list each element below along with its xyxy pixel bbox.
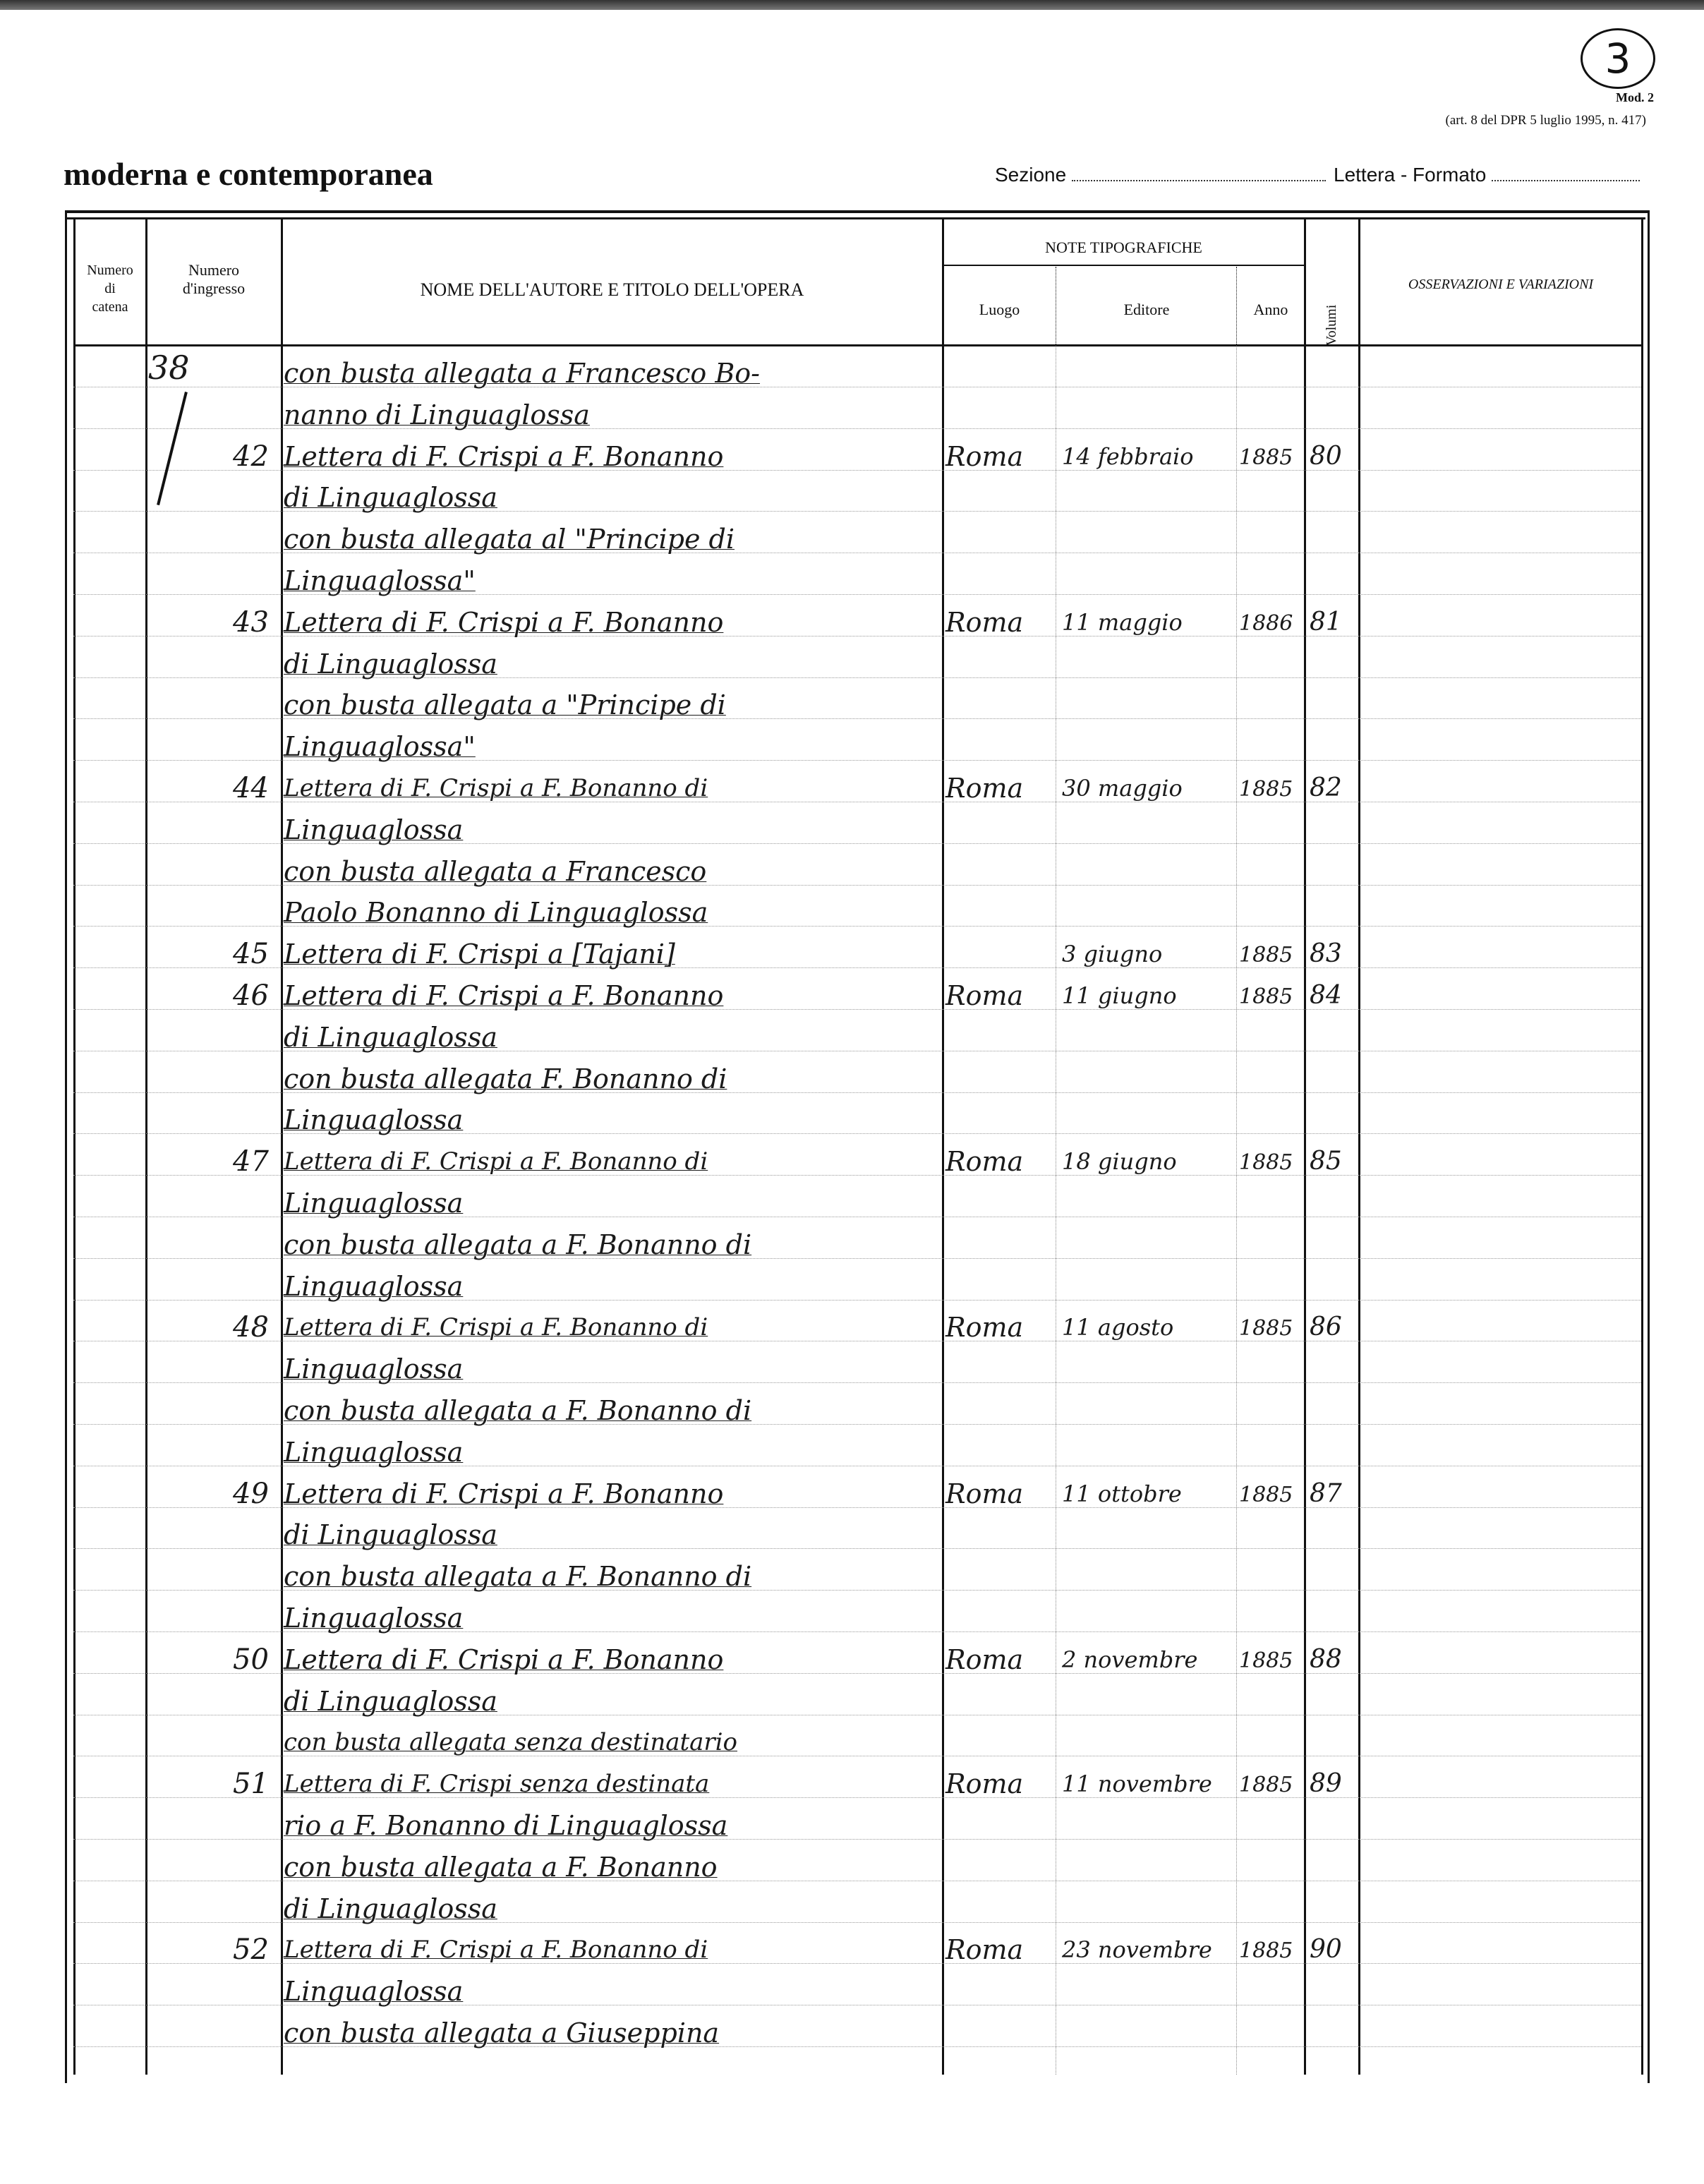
legal-reference: (art. 8 del DPR 5 luglio 1995, n. 417) — [1445, 113, 1646, 128]
entry-text-line: di Linguaglossa — [284, 482, 497, 514]
numero-ingresso: 47 — [233, 1145, 269, 1178]
entry-text-line: con busta allegata a "Principe di — [284, 689, 726, 721]
col-head-osservazioni: OSSERVAZIONI E VARIAZIONI — [1408, 277, 1594, 292]
entry-text-line: di Linguaglossa — [284, 648, 497, 680]
entry-luogo: Roma — [945, 440, 1024, 472]
entry-editore: 23 novembre — [1062, 1936, 1212, 1964]
entry-text-line: di Linguaglossa — [284, 1685, 497, 1717]
col-head-note-tipografiche: NOTE TIPOGRAFICHE — [1045, 239, 1202, 256]
entry-anno: 1885 — [1239, 777, 1293, 802]
entry-editore: 11 maggio — [1062, 608, 1183, 636]
form-code: Mod. 2 — [1616, 90, 1654, 104]
entry-text-line: con busta allegata a F. Bonanno — [284, 1851, 718, 1883]
scan-top-edge — [0, 0, 1704, 10]
entry-text-line: Paolo Bonanno di Linguaglossa — [284, 897, 708, 929]
sezione-blank — [1072, 164, 1326, 181]
entry-luogo: Roma — [945, 1643, 1024, 1675]
col-head-numero-ingresso: Numero d'ingresso — [182, 261, 246, 297]
entry-text-line: Linguaglossa — [284, 1104, 464, 1136]
page-number: 3 — [1581, 28, 1655, 89]
entry-text-line: Lettera di F. Crispi a F. Bonanno di — [284, 774, 708, 802]
entry-editore: 11 ottobre — [1062, 1480, 1182, 1507]
entry-text-line: Lettera di F. Crispi a [Tajani] — [284, 939, 675, 970]
entry-editore: 11 agosto — [1062, 1314, 1174, 1341]
entry-text-line: Linguaglossa" — [284, 565, 476, 596]
entry-text-line: con busta allegata a Giuseppina — [284, 2017, 720, 2049]
entry-text-line: Linguaglossa" — [284, 731, 476, 763]
col-head-editore: Editore — [1123, 301, 1170, 318]
entry-anno: 1885 — [1239, 1938, 1293, 1964]
numero-ingresso: 51 — [233, 1768, 269, 1801]
entry-text-line: con busta allegata a Francesco Bo- — [284, 358, 761, 389]
col-border-left — [73, 219, 75, 2075]
col-head-autore-titolo: NOME DELL'AUTORE E TITOLO DELL'OPERA — [420, 279, 804, 300]
entry-text-line: Linguaglossa — [284, 1188, 464, 1219]
entry-anno: 1885 — [1239, 1648, 1293, 1673]
entry-text-line: Lettera di F. Crispi a F. Bonanno — [284, 440, 724, 472]
entry-volume: 84 — [1310, 981, 1342, 1010]
entry-text-line: di Linguaglossa — [284, 1893, 497, 1924]
entry-text-line: rio a F. Bonanno di Linguaglossa — [284, 1810, 728, 1841]
head-divider-editore — [1236, 267, 1237, 344]
entry-text-line: Linguaglossa — [284, 1270, 464, 1302]
col-head-volumi: Volumi — [1324, 304, 1339, 346]
entry-anno: 1885 — [1239, 943, 1293, 968]
sezione-label: Sezione — [995, 164, 1067, 186]
entry-text-line: Lettera di F. Crispi a F. Bonanno — [284, 1643, 724, 1675]
numero-ingresso: 44 — [233, 772, 269, 804]
entry-luogo: Roma — [945, 1478, 1024, 1509]
entry-editore: 11 novembre — [1062, 1770, 1212, 1798]
entry-luogo: Roma — [945, 1768, 1024, 1800]
entry-volume: 80 — [1310, 441, 1342, 471]
entry-luogo: Roma — [945, 606, 1024, 638]
entry-text-line: con busta allegata a F. Bonanno di — [284, 1395, 752, 1426]
col-head-numero-catena: Numero di catena — [87, 263, 133, 315]
col-border-titolo — [942, 219, 944, 2075]
entry-anno: 1885 — [1239, 445, 1293, 470]
entry-luogo: Roma — [945, 773, 1024, 804]
entry-volume: 82 — [1310, 773, 1342, 802]
entry-volume: 90 — [1310, 1935, 1342, 1965]
entry-volume: 81 — [1310, 607, 1342, 637]
col-border-volumi — [1358, 219, 1360, 2075]
entry-text-line: Lettera di F. Crispi a F. Bonanno di — [284, 1313, 708, 1342]
entry-text-line: di Linguaglossa — [284, 1519, 497, 1551]
entry-editore: 14 febbraio — [1062, 442, 1194, 470]
numero-ingresso: 48 — [233, 1311, 269, 1344]
entry-volume: 86 — [1310, 1313, 1342, 1342]
entry-editore: 30 maggio — [1062, 775, 1183, 802]
entry-text-line: Lettera di F. Crispi a F. Bonanno — [284, 980, 724, 1011]
entry-luogo: Roma — [945, 1934, 1024, 1966]
numero-ingresso: 43 — [233, 605, 269, 639]
col-border-anno — [1304, 219, 1306, 2075]
note-tipografiche-rule — [942, 265, 1304, 266]
entry-text-line: con busta allegata senza destinatario — [284, 1728, 738, 1757]
numero-ingresso: 45 — [233, 938, 269, 971]
entry-text-line: nanno di Linguaglossa — [284, 399, 590, 430]
entry-text-line: Lettera di F. Crispi senza destinata — [284, 1770, 710, 1799]
col-border-ingresso — [281, 219, 283, 2075]
entry-text-line: con busta allegata al "Principe di — [284, 524, 735, 555]
entry-volume: 83 — [1310, 939, 1342, 969]
entry-volume: 89 — [1310, 1769, 1342, 1799]
lettera-formato-field — [1334, 164, 1640, 186]
entry-editore: 2 novembre — [1062, 1646, 1198, 1673]
entry-anno: 1885 — [1239, 1773, 1293, 1798]
numero-ingresso: 52 — [233, 1933, 269, 1967]
entry-text-line: con busta allegata a F. Bonanno di — [284, 1229, 752, 1260]
entry-editore: 18 giugno — [1062, 1148, 1177, 1176]
entry-text-line: Lettera di F. Crispi a F. Bonanno — [284, 606, 724, 638]
entry-volume: 85 — [1310, 1147, 1342, 1176]
entry-anno: 1886 — [1239, 610, 1293, 636]
numero-ingresso: 42 — [233, 440, 269, 473]
entry-luogo: Roma — [945, 1312, 1024, 1344]
numero-ingresso: 46 — [233, 979, 269, 1012]
header-bottom-rule — [73, 344, 1641, 346]
entry-text-line: con busta allegata a F. Bonanno di — [284, 1561, 752, 1593]
entry-text-line: Lettera di F. Crispi a F. Bonanno — [284, 1478, 724, 1509]
entry-luogo: Roma — [945, 980, 1024, 1011]
entry-text-line: Lettera di F. Crispi a F. Bonanno di — [284, 1147, 708, 1176]
col-border-catena — [145, 219, 147, 2075]
entry-editore: 11 giugno — [1062, 982, 1177, 1009]
entry-text-line: di Linguaglossa — [284, 1021, 497, 1053]
entry-luogo: Roma — [945, 1146, 1024, 1178]
col-head-anno: Anno — [1253, 301, 1288, 318]
entry-editore: 3 giugno — [1062, 941, 1163, 968]
entry-volume: 88 — [1310, 1644, 1342, 1674]
entry-volume: 87 — [1310, 1478, 1342, 1508]
numero-ingresso: 50 — [233, 1643, 269, 1676]
entry-anno: 1885 — [1239, 1150, 1293, 1176]
entry-text-line: Linguaglossa — [284, 1436, 464, 1468]
entry-text-line: con busta allegata a Francesco — [284, 855, 707, 887]
col-head-luogo: Luogo — [979, 301, 1020, 318]
numero-catena: 38 — [148, 349, 190, 387]
lettera-formato-blank — [1492, 164, 1640, 181]
entry-anno: 1885 — [1239, 984, 1293, 1009]
entry-text-line: Linguaglossa — [284, 1603, 464, 1634]
header-top-rule — [65, 217, 1645, 219]
col-border-right — [1641, 219, 1643, 2075]
lettera-formato-label: Lettera - Formato — [1334, 164, 1487, 186]
entry-text-line: con busta allegata F. Bonanno di — [284, 1063, 727, 1094]
entry-text-line: Linguaglossa — [284, 1976, 464, 2008]
page-title: moderna e contemporanea — [64, 156, 433, 192]
numero-ingresso: 49 — [233, 1477, 269, 1510]
col-divider-editore — [1236, 346, 1237, 2075]
entry-text-line: Lettera di F. Crispi a F. Bonanno di — [284, 1936, 708, 1965]
entry-text-line: Linguaglossa — [284, 814, 464, 845]
sezione-field — [995, 164, 1326, 186]
entry-anno: 1885 — [1239, 1482, 1293, 1507]
entry-anno: 1885 — [1239, 1316, 1293, 1341]
entry-text-line: Linguaglossa — [284, 1353, 464, 1385]
